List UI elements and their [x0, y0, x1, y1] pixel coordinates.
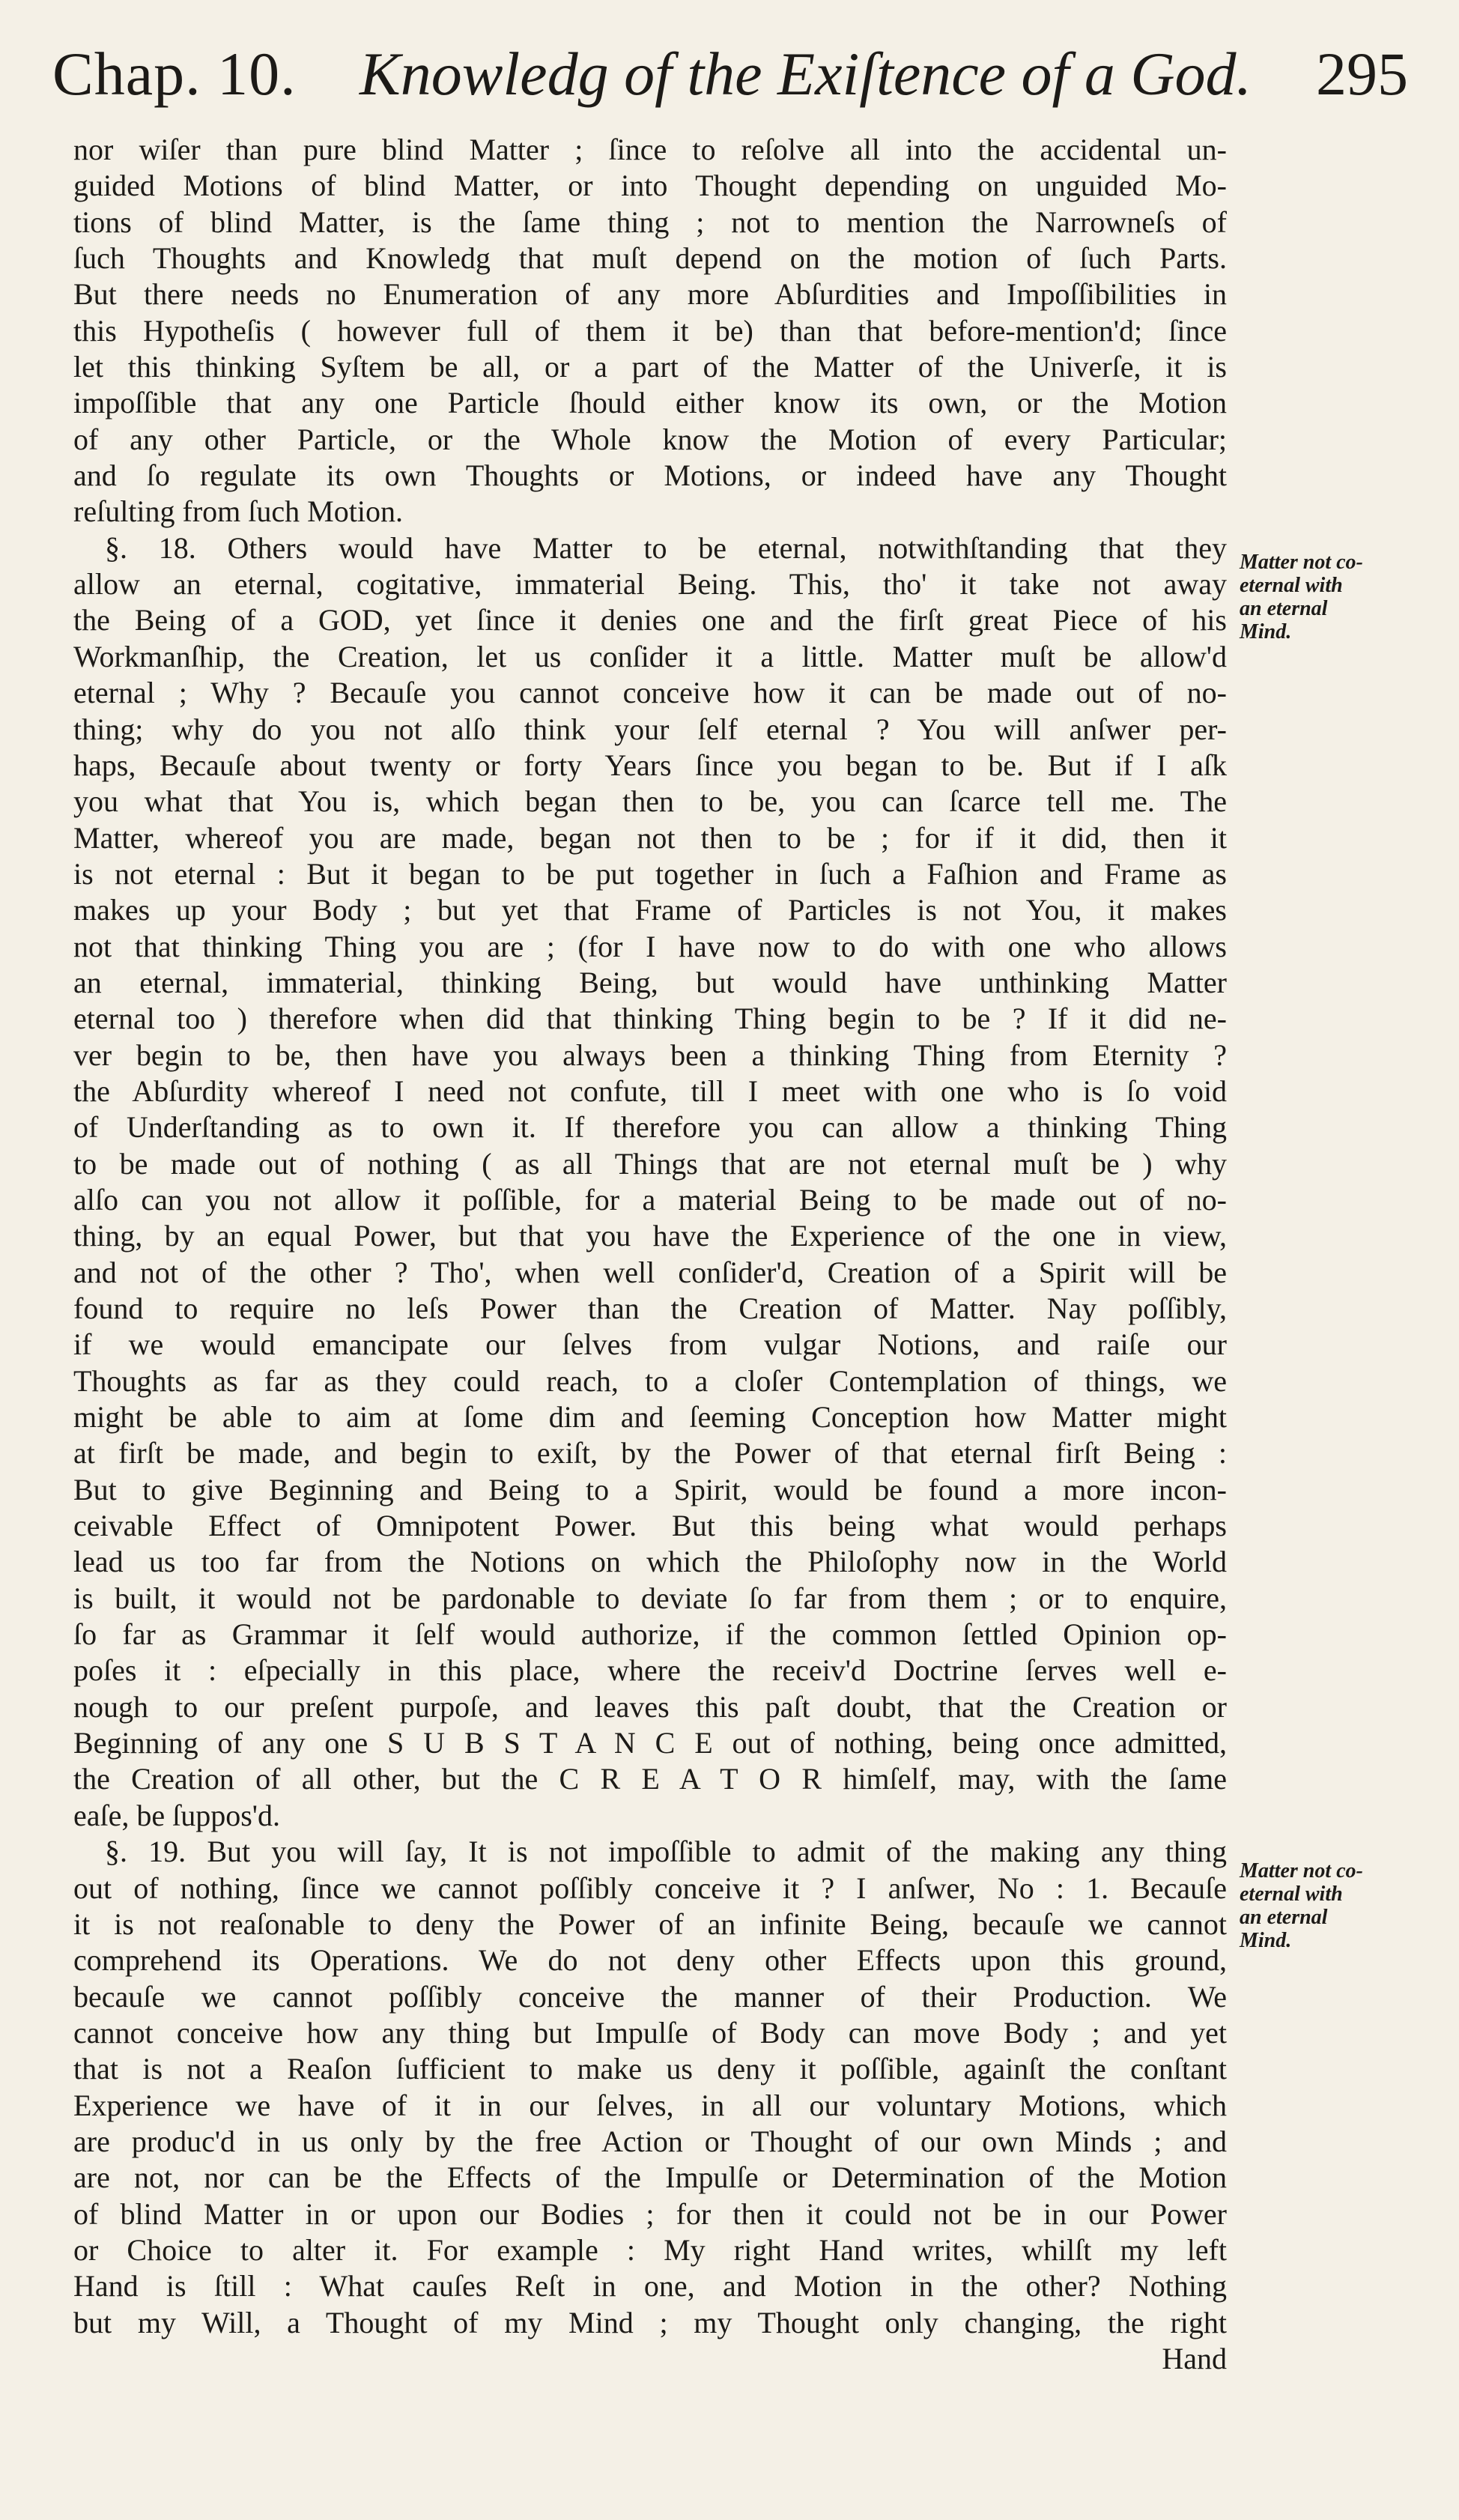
text-line: nough to our preſent purpoſe, and leaves this paſt doubt, that the Creation or [73, 1689, 1227, 1724]
text-line: becauſe we cannot poſſibly conceive the manner of their Production. We [73, 1979, 1227, 2014]
text-line: the Being of a GOD, yet ſince it denies one and the firſt great Piece of his [73, 603, 1227, 637]
text-line: is not eternal : But it began to be put together in ſuch a Faſhion and Frame as [73, 856, 1227, 891]
margin-note-line: Matter not co- [1240, 551, 1363, 574]
page-number: 295 [1316, 40, 1408, 108]
text-line: and ſo regulate its own Thoughts or Motions, or indeed have any Thought [73, 458, 1227, 493]
text-line: alſo can you not allow it poſſible, for a material Being to be made out of no- [73, 1182, 1227, 1217]
text-line: to be made out of nothing ( as all Things that are not eternal muſt be ) why [73, 1146, 1227, 1181]
text-line: you what that You is, which began then to be, you can ſcarce tell me. The [73, 784, 1227, 819]
text-line: poſes it : eſpecially in this place, where the receiv'd Doctrine ſerves well e- [73, 1653, 1227, 1688]
margin-note [1240, 1859, 1404, 1952]
text-line: ſo far as Grammar it ſelf would authorize, if the common ſettled Opinion op- [73, 1617, 1227, 1652]
chapter-label: Chap. 10. [52, 40, 297, 108]
text-line: allow an eternal, cogitative, immaterial Being. This, tho' it take not away [73, 567, 1227, 602]
text-line: out of nothing, ſince we cannot poſſibly conceive it ? I anſwer, No : 1. Becauſe [73, 1871, 1227, 1905]
body-text [73, 132, 1227, 2377]
text-line: is built, it would not be pardonable to deviate ſo far from them ; or to enquire, [73, 1581, 1227, 1615]
text-line: it is not reaſonable to deny the Power of an infinite Being, becauſe we cannot [73, 1906, 1227, 1941]
text-line: not that thinking Thing you are ; (for I have now to do with one who allows [73, 929, 1227, 963]
margin-note-line: an eternal [1240, 597, 1328, 620]
margin-note [1240, 551, 1404, 643]
text-line: tions of blind Matter, is the ſame thing ; not to mention the Narrowneſs of [73, 205, 1227, 239]
text-line: are not, nor can be the Effects of the Impulſe or Determination of the Motion [73, 2160, 1227, 2195]
text-line: Thoughts as far as they could reach, to a cloſer Contemplation of things, we [73, 1363, 1227, 1398]
text-line: eternal ; Why ? Becauſe you cannot conceive how it can be made out of no- [73, 676, 1227, 710]
margin-note-line: an eternal [1240, 1906, 1328, 1929]
text-line: or Choice to alter it. For example : My right Hand writes, whilſt my left [73, 2232, 1227, 2267]
text-line: ceivable Effect of Omnipotent Power. But this being what would perhaps [73, 1509, 1227, 1543]
text-line: but my Will, a Thought of my Mind ; my Thought only changing, the right [73, 2305, 1227, 2339]
text-line: §. 19. But you will ſay, It is not impoſſible to admit of the making any thing [105, 1835, 1227, 1869]
text-line: eaſe, be ſuppos'd. [73, 1798, 281, 1832]
text-line: of any other Particle, or the Whole know the Motion of every Particular; [73, 422, 1227, 456]
text-line: lead us too far from the Notions on which the Philoſophy now in the World [73, 1545, 1227, 1579]
text-line: are produc'd in us only by the free Action or Thought of our own Minds ; and [73, 2124, 1227, 2158]
text-line: eternal too ) therefore when did that thinking Thing begin to be ? If it did ne- [73, 1002, 1227, 1036]
text-line: Matter, whereof you are made, began not then to be ; for if it did, then it [73, 820, 1227, 855]
text-line: this Hypotheſis ( however full of them it be) than that before-mention'd; ſince [73, 313, 1227, 348]
text-line: of blind Matter in or upon our Bodies ; for then it could not be in our Power [73, 2196, 1227, 2231]
text-line: Experience we have of it in our ſelves, in all our voluntary Motions, which [73, 2088, 1227, 2122]
text-line: if we would emancipate our ſelves from vulgar Notions, and raiſe our [73, 1327, 1227, 1362]
text-line: guided Motions of blind Matter, or into Thought depending on unguided Mo- [73, 169, 1227, 203]
text-line: ſuch Thoughts and Knowledg that muſt depend on the motion of ſuch Parts. [73, 241, 1227, 276]
text-line: reſulting from ſuch Motion. [73, 494, 403, 529]
running-header [52, 34, 1408, 117]
text-line: at firſt be made, and begin to exiſt, by the Power of that eternal firſt Being : [73, 1436, 1227, 1470]
catchword: Hand [1162, 2341, 1227, 2375]
text-line: thing; why do you not alſo think your ſelf eternal ? You will anſwer per- [73, 712, 1227, 746]
text-line: let this thinking Syſtem be all, or a part of the Matter of the Univerſe, it is [73, 350, 1227, 384]
text-line: Beginning of any one S U B S T A N C E out of nothing, being once admitted, [73, 1726, 1227, 1760]
text-line: thing, by an equal Power, but that you have the Experience of the one in view, [73, 1219, 1227, 1253]
text-line: impoſſible that any one Particle ſhould either know its own, or the Motion [73, 386, 1227, 420]
margin-note-line: Matter not co- [1240, 1859, 1363, 1883]
text-line: makes up your Body ; but yet that Frame of Particles is not You, it makes [73, 893, 1227, 927]
text-line: the Abſurdity whereof I need not confute, till I meet with one who is ſo void [73, 1073, 1227, 1108]
text-line: nor wiſer than pure blind Matter ; ſince to reſolve all into the accidental un- [73, 133, 1227, 166]
text-line: of Underſtanding as to own it. If therefore you can allow a thinking Thing [73, 1110, 1227, 1145]
margin-note-line: Mind. [1240, 620, 1292, 643]
text-line: cannot conceive how any thing but Impulſe of Body can move Body ; and yet [73, 2015, 1227, 2050]
text-line: found to require no leſs Power than the Creation of Matter. Nay poſſibly, [73, 1291, 1227, 1325]
text-line: But there needs no Enumeration of any more Abſurdities and Impoſſibilities in [73, 277, 1227, 312]
margin-note-line: eternal with [1240, 1883, 1343, 1906]
text-line: Hand is ſtill : What cauſes Reſt in one, and Motion in the other? Nothing [73, 2269, 1227, 2304]
running-title: Knowledg of the Exiſtence of a God. [360, 40, 1252, 108]
text-line: §. 18. Others would have Matter to be eternal, notwithſtanding that they [105, 530, 1227, 565]
text-line: But to give Beginning and Being to a Spirit, would be found a more incon- [73, 1472, 1227, 1506]
text-line: comprehend its Operations. We do not deny other Effects upon this ground, [73, 1943, 1227, 1978]
text-line: Workmanſhip, the Creation, let us conſider it a little. Matter muſt be allow'd [73, 639, 1227, 673]
margin-note-line: eternal with [1240, 574, 1343, 597]
text-line: an eternal, immaterial, thinking Being, but would have unthinking Matter [73, 965, 1227, 999]
margin-note-line: Mind. [1240, 1929, 1292, 1952]
text-line: the Creation of all other, but the C R E A T O R himſelf, may, with the ſame [73, 1762, 1227, 1796]
text-line: and not of the other ? Tho', when well conſider'd, Creation of a Spirit will be [73, 1255, 1227, 1289]
text-line: haps, Becauſe about twenty or forty Years ſince you began to be. But if I aſk [73, 748, 1227, 782]
text-line: might be able to aim at ſome dim and ſeeming Conception how Matter might [73, 1400, 1227, 1435]
text-line: that is not a Reaſon ſufficient to make us deny it poſſible, againſt the conſtant [73, 2052, 1227, 2086]
text-line: ver begin to be, then have you always been a thinking Thing from Eternity ? [73, 1038, 1227, 1072]
